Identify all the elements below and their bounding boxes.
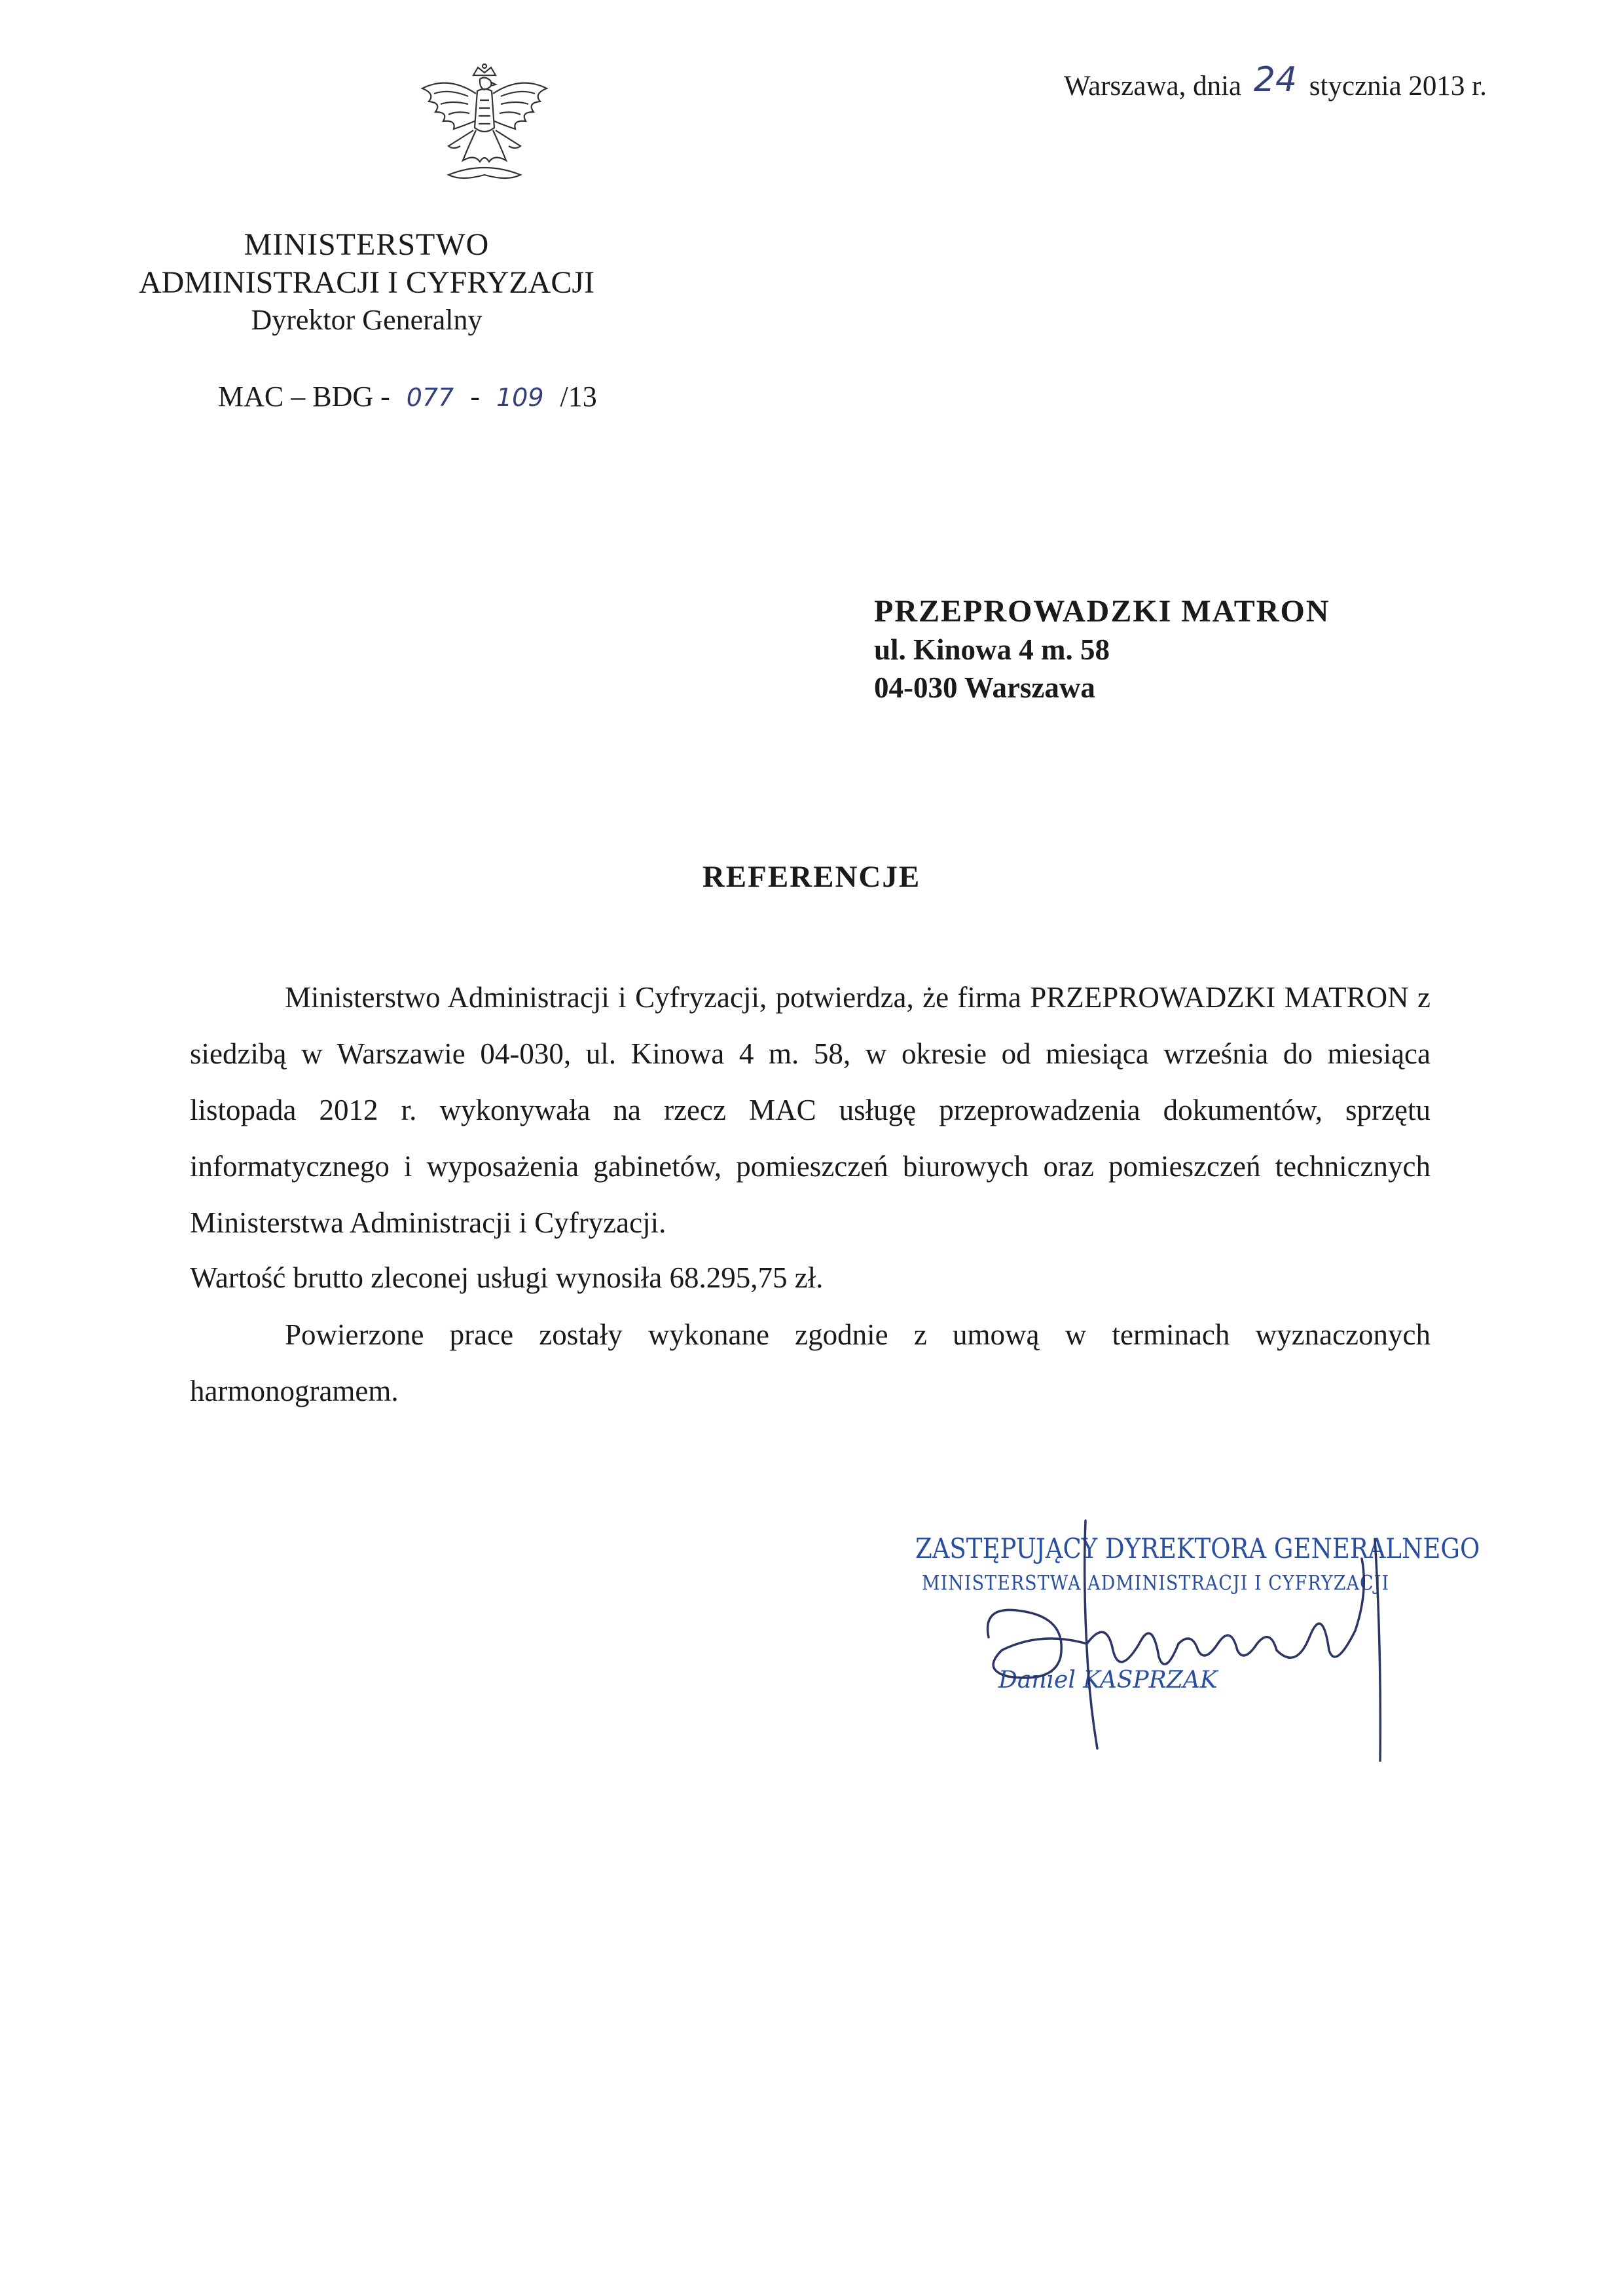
document-title: REFERENCJE [702,860,921,894]
polish-eagle-emblem-icon [403,62,566,193]
sender-ministry-name: ADMINISTRACJI I CYFRYZACJI [138,265,595,300]
handwritten-signature [943,1513,1414,1762]
recipient-city: 04-030 Warszawa [874,671,1095,704]
sender-position: Dyrektor Generalny [251,304,483,336]
stamp-signatory-name: Daniel KASPRZAK [998,1667,1218,1694]
body-paragraph-2: Wartość brutto zleconej usługi wynosiła 68.295,75 zł. [190,1261,824,1294]
reference-part2-handwritten: 109 [496,383,544,412]
recipient-address [874,593,1330,707]
stamp-institution: MINISTERSTWA ADMINISTRACJI I CYFRYZACJI [922,1572,1390,1595]
reference-part1-handwritten: 077 [406,383,454,412]
recipient-name: PRZEPROWADZKI MATRON [874,594,1330,629]
document-date [1064,60,1487,103]
stamp-title: ZASTĘPUJĄCY DYREKTORA GENERALNEGO [915,1532,1480,1565]
sender-block [138,226,595,339]
date-prefix: Warszawa, dnia [1064,71,1242,102]
reference-separator: - [470,380,480,413]
body-paragraph-3: Powierzone prace zostały wykonane zgodnie z umową w terminach wyznaczonych harmonogramem. [190,1318,1431,1407]
date-day-handwritten: 24 [1253,60,1298,100]
date-suffix: stycznia 2013 r. [1309,71,1487,102]
reference-number [218,380,597,413]
recipient-street: ul. Kinowa 4 m. 58 [874,633,1110,666]
reference-suffix: /13 [560,380,597,413]
reference-prefix: MAC – BDG - [218,380,390,413]
body-paragraph-1: Ministerstwo Administracji i Cyfryzacji, potwierdza, że firma PRZEPROWADZKI MATRON z siedzibą w Warszawie 04-030, ul. Kinowa 4 m. 58, w okresie od miesiąca września do miesiąca listopada 2012 r. wykonywała na rzecz MAC usługę przeprowadzenia dokumentów, sprzętu informatycznego i wyposażenia gabinetów, pomieszczeń biurowych oraz pomieszczeń technicznych Ministerstwa Administracji i Cyfryzacji. [190,981,1431,1239]
sender-ministry-line: MINISTERSTWO [244,227,490,262]
